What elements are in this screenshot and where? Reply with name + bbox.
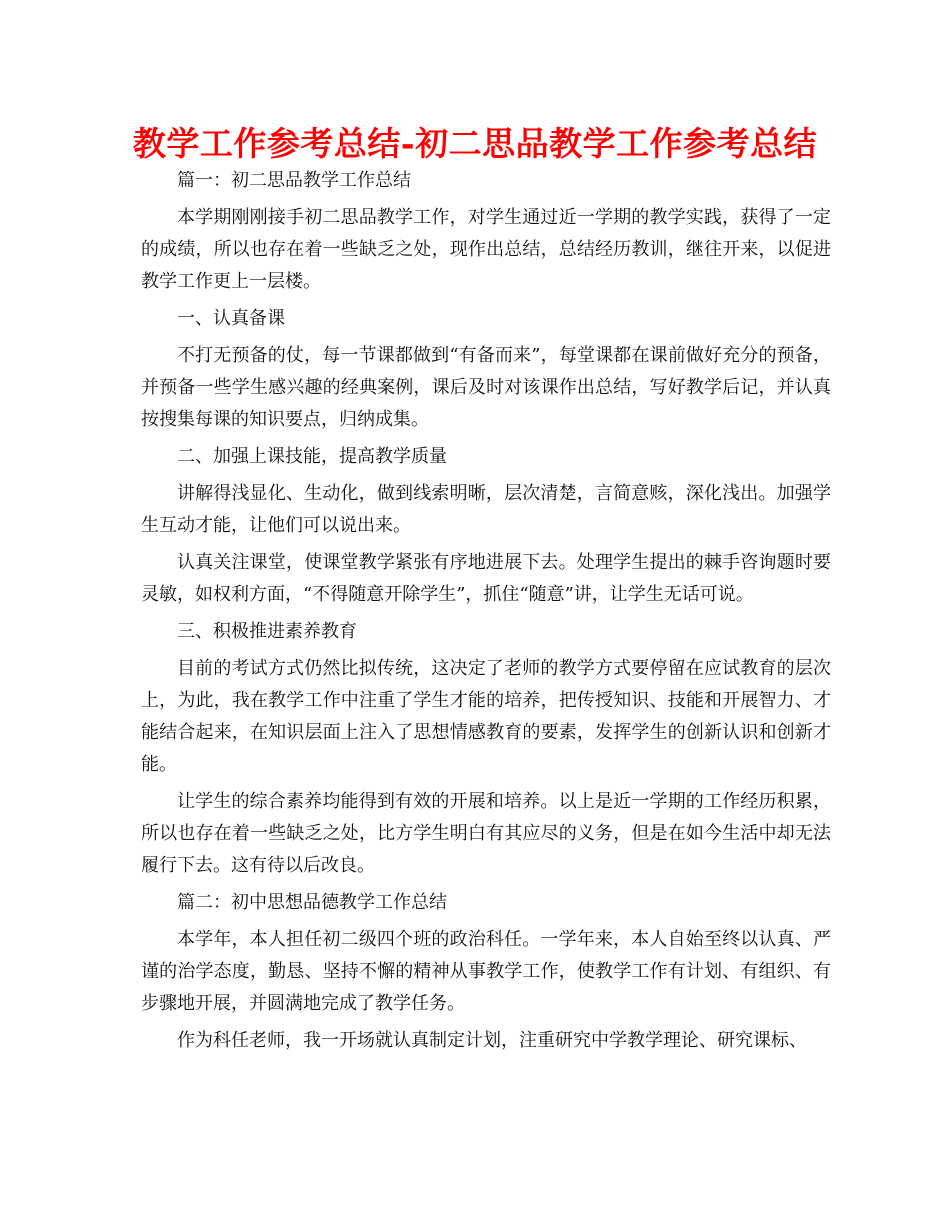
- paragraph: 不打无预备的仗，每一节课都做到“有备而来”，每堂课都在课前做好充分的预备，并预备一些学生感兴趣的经典案例，课后及时对该课作出总结，写好教学后记，并认真按搜集每课的知识要点，归纳成集。: [141, 345, 831, 430]
- document-title: 教学工作参考总结-初二思品教学工作参考总结: [132, 124, 818, 163]
- paragraph-section-heading: 篇一：初二思品教学工作总结: [177, 170, 411, 191]
- paragraph-section-heading: 篇二：初中思想品德教学工作总结: [177, 892, 447, 913]
- paragraph-section-heading: 三、积极推进素养教育: [177, 621, 357, 642]
- paragraph: 作为科任老师，我一开场就认真制定计划，注重研究中学教学理论、研究课标、: [177, 1030, 807, 1051]
- paragraph: 认真关注课堂，使课堂教学紧张有序地进展下去。处理学生提出的棘手咨询题时要灵敏，如权利方面，“不得随意开除学生”，抓住“随意”讲，让学生无话可说。: [141, 552, 831, 605]
- paragraph: 目前的考试方式仍然比拟传统，这决定了老师的教学方式要停留在应试教育的层次上，为此，我在教学工作中注重了学生才能的培养，把传授知识、技能和开展智力、才能结合起来，在知识层面上注入了思想情感教育的要素，发挥学生的创新认识和创新才能。: [141, 658, 831, 775]
- paragraph-section-heading: 一、认真备课: [177, 308, 285, 329]
- paragraph: 本学年，本人担任初二级四个班的政治科任。一学年来，本人自始至终以认真、严谨的治学态度，勤恳、坚持不懈的精神从事教学工作，使教学工作有计划、有组织、有步骤地开展，并圆满地完成了教学任务。: [141, 929, 831, 1014]
- paragraph: 本学期刚刚接手初二思品教学工作，对学生通过近一学期的教学实践，获得了一定的成绩，所以也存在着一些缺乏之处，现作出总结，总结经历教训，继往开来，以促进教学工作更上一层楼。: [141, 207, 831, 292]
- paragraph-section-heading: 二、加强上课技能，提高教学质量: [177, 446, 447, 467]
- paragraph: 让学生的综合素养均能得到有效的开展和培养。以上是近一学期的工作经历积累，所以也存在着一些缺乏之处，比方学生明白有其应尽的义务，但是在如今生活中却无法履行下去。这有待以后改良。: [141, 791, 831, 876]
- document-body: [141, 165, 831, 1062]
- paragraph: 讲解得浅显化、生动化，做到线索明晰，层次清楚，言简意赅，深化浅出。加强学生互动才能，让他们可以说出来。: [141, 483, 831, 536]
